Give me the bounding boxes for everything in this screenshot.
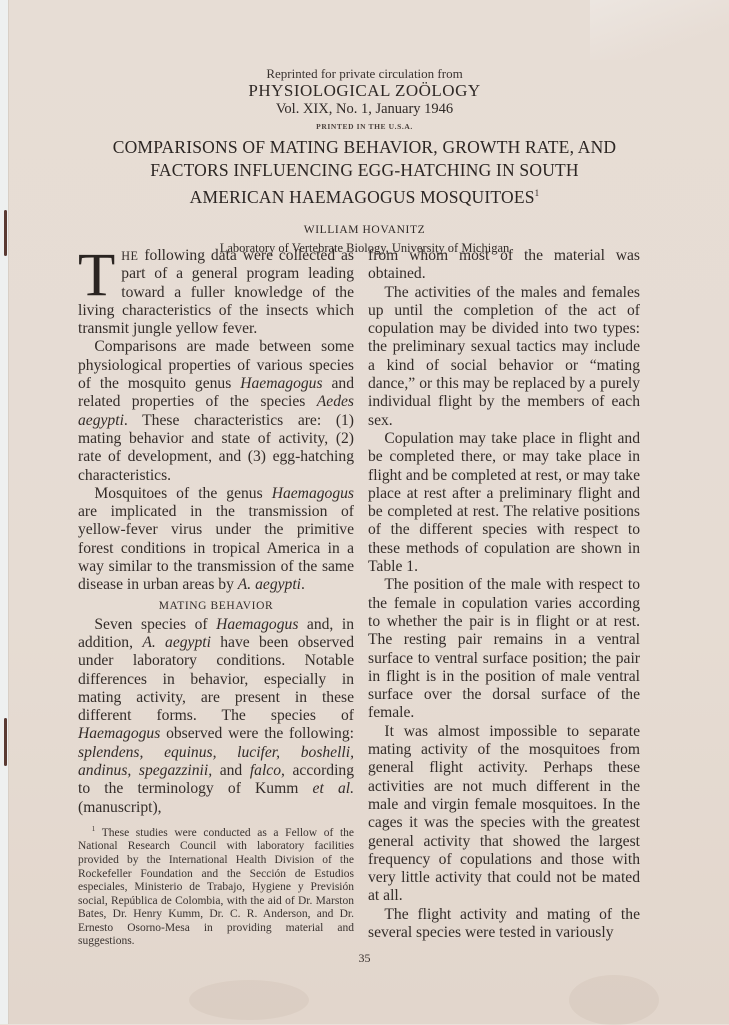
species-list: splendens, equinus, lucifer, boshelli, andinus, spegazzinii,	[78, 743, 354, 780]
genus-name: Haemagogus	[78, 725, 161, 743]
printed-note: PRINTED IN THE U.S.A.	[316, 122, 413, 131]
footnote	[78, 823, 354, 949]
article-title-line: COMPARISONS OF MATING BEHAVIOR, GROWTH RATE, AND	[112, 137, 617, 157]
genus-name: Haemagogus	[271, 484, 354, 502]
paper-stain	[569, 975, 659, 1025]
right-column	[368, 247, 640, 942]
text: and, in addition,	[78, 615, 354, 651]
paragraph: Copulation may take place in flight and be completed there, or may take place in flight and be completed at rest, or may take place at rest after a preliminary flight and be completed at rest. The relative positions of the different species with respect to these methods of copulation are shown in Table 1.	[368, 429, 640, 576]
paragraph: The position of the male with respect to the female in copulation varies according to whether the pair is in flight or at rest. The resting pair remains in a ventral surface to ventral surface position; the pair in flight is in the position of male ventral surface over the dorsal surface of the female.	[368, 576, 640, 722]
paragraph-text: following data were collected as part of a general program leading toward a fuller knowledge of the living characteristics of the insects which transmit jungle yellow fever.	[78, 247, 354, 338]
footnote-marker: 1	[91, 824, 96, 833]
author-name: WILLIAM HOVANITZ	[303, 224, 426, 236]
paragraph: from whom most of the material was obtained.	[368, 247, 640, 283]
page-fold-shadow	[590, 0, 729, 60]
paragraph	[78, 338, 354, 484]
text: , according to the terminology of Kumm	[78, 762, 354, 798]
text: .	[301, 576, 305, 594]
paragraph	[78, 485, 354, 595]
section-heading: MATING BEHAVIOR	[158, 599, 274, 612]
drop-cap: T	[78, 242, 116, 309]
paragraph: The flight activity and mating of the several species were tested in variously	[368, 905, 640, 941]
species-name: Aedes aegypti	[78, 393, 354, 429]
text: and	[212, 762, 250, 780]
reprint-note: Reprinted for private circulation from	[266, 66, 463, 81]
text: . These characteristics are: (1) mating behavior and state of activity, (2) rate of development, and (3) egg-hatching characteristics.	[78, 411, 354, 484]
species-name: A. aegypti	[237, 576, 302, 594]
journal-name: PHYSIOLOGICAL ZOÖLOGY	[248, 81, 481, 100]
binding-staple-mark	[4, 718, 7, 766]
paragraph	[78, 242, 354, 338]
paragraph: The activities of the males and females up until the completion of the act of copulation may be divided into two types: the preliminary sexual tactics may include a kind of social behavior or “mating dance,” or this may be replaced by a purely individual flight by the members of each sex.	[368, 283, 640, 429]
page-number: 35	[358, 951, 371, 965]
text: and related properties of the species	[78, 375, 354, 411]
text: (manuscript),	[78, 798, 162, 816]
paper-stain	[189, 980, 309, 1020]
citation-etal: et al.	[312, 780, 354, 798]
smallcaps-text: HE	[121, 249, 139, 263]
journal-header	[0, 66, 729, 131]
left-column	[78, 242, 354, 949]
species-name: A. aegypti	[142, 633, 211, 651]
text: Comparisons are made between some physiological properties of various species of the mosquito genus	[78, 338, 354, 393]
text: have been observed under laboratory conditions. Notable differences in behavior, especially in mating activity, are present in these different forms. The species of	[78, 633, 354, 725]
text: Mosquitoes of the genus	[94, 484, 272, 502]
article-title-line: FACTORS INFLUENCING EGG-HATCHING IN SOUTH	[150, 160, 579, 180]
text: observed were the following:	[160, 725, 354, 743]
footnote-marker: 1	[534, 188, 540, 198]
genus-name: Haemagogus	[240, 375, 323, 393]
footnote-text	[78, 823, 354, 949]
author-affiliation: Laboratory of Vertebrate Biology, University of Michigan	[219, 241, 510, 255]
article-title-line	[0, 182, 729, 209]
article-title-text: AMERICAN HAEMAGOGUS MOSQUITOES	[189, 187, 535, 207]
genus-name: Haemagogus	[216, 615, 299, 633]
text: Seven species of	[94, 615, 217, 633]
journal-volume: Vol. XIX, No. 1, January 1946	[275, 101, 454, 117]
paragraph	[78, 616, 354, 817]
species-name: falco	[249, 762, 282, 780]
text: are implicated in the transmission of yellow-fever virus under the primitive forest conditions in tropical America in a way similar to the transmission of the same disease in urban areas by	[78, 503, 354, 594]
article-title-block	[0, 136, 729, 256]
footnote-body: These studies were conducted as a Fellow of the National Research Council with laboratory facilities provided by the International Health Division of the Rockefeller Foundation and the Sección de Estudios especiales, Ministerio de Trabajo, Hygiene y Previsión social, República de Colombia, with the aid of Dr. Marston Bates, Dr. Henry Kumm, Dr. C. R. Anderson, and Dr. Ernesto Osorno-Mesa in providing material and suggestions.	[78, 826, 354, 948]
paragraph: It was almost impossible to separate mating activity of the mosquitoes from general flight activity. Perhaps these activities are not much different in the male and virgin female mosquitoes. In the cages it was the species with the greatest general activity that showed the largest frequency of copulations and those with very little activity that could not be mated at all.	[368, 722, 640, 905]
